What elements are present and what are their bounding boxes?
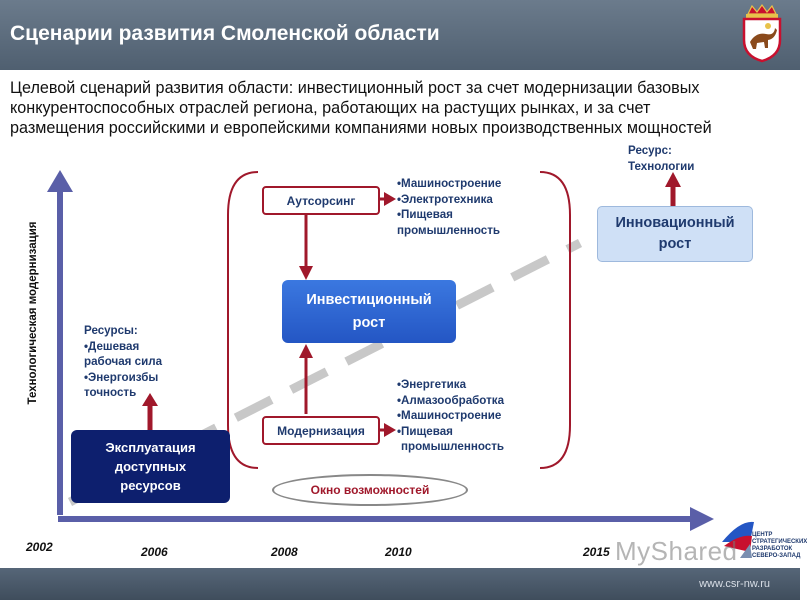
year-label: 2002 [26,540,53,554]
left-bracket [228,172,258,468]
exploitation-box: Эксплуатация доступных ресурсов [71,430,230,503]
outsourcing-box: Аутсорсинг [262,186,380,215]
year-label: 2008 [271,545,298,559]
y-axis-arrowhead [47,170,73,192]
watermark: MyShared [615,536,738,566]
footer-url[interactable]: www.csr-nw.ru [699,578,770,590]
right-bracket [540,172,570,468]
subtitle-line: Целевой сценарий развития области: инвестиционный рост за счет модернизации базовых [10,79,700,97]
year-label: 2015 [583,545,610,559]
year-label: 2010 [385,545,412,559]
window-of-opportunity: Окно возможностей [272,474,468,506]
resource-technology-text: Ресурс: Технологии [628,144,695,173]
x-axis-arrowhead [690,507,714,531]
subtitle-line: размещения российскими и европейскими компаниями новых производственных мощностей [10,119,712,137]
slide-title: Сценарии развития Смоленской области [10,22,440,45]
slide-footer [0,568,800,600]
investment-growth-box: Инвестиционный рост [282,280,456,343]
innovation-growth-box: Инновационный рост [597,206,753,262]
y-axis-label: Технологическая модернизация [27,221,39,405]
modernization-box: Модернизация [262,416,380,445]
resources-left-text: Ресурсы: •Дешевая рабочая сила •Энергоизбы точность [84,324,163,399]
modernization-list: •Энергетика •Алмазообработка •Машиностроение •Пищевая промышленность [397,378,505,453]
outsourcing-list: •Машиностроение •Электротехника •Пищевая промышленность [397,177,502,237]
center-logo-text: ЦЕНТР СТРАТЕГИЧЕСКИХ РАЗРАБОТОК СЕВЕРО-ЗАПАД [752,532,807,559]
subtitle-line: конкурентоспособных отраслей региона, работающих на растущих рынках, и за счет [10,99,651,117]
year-label: 2006 [141,545,168,559]
